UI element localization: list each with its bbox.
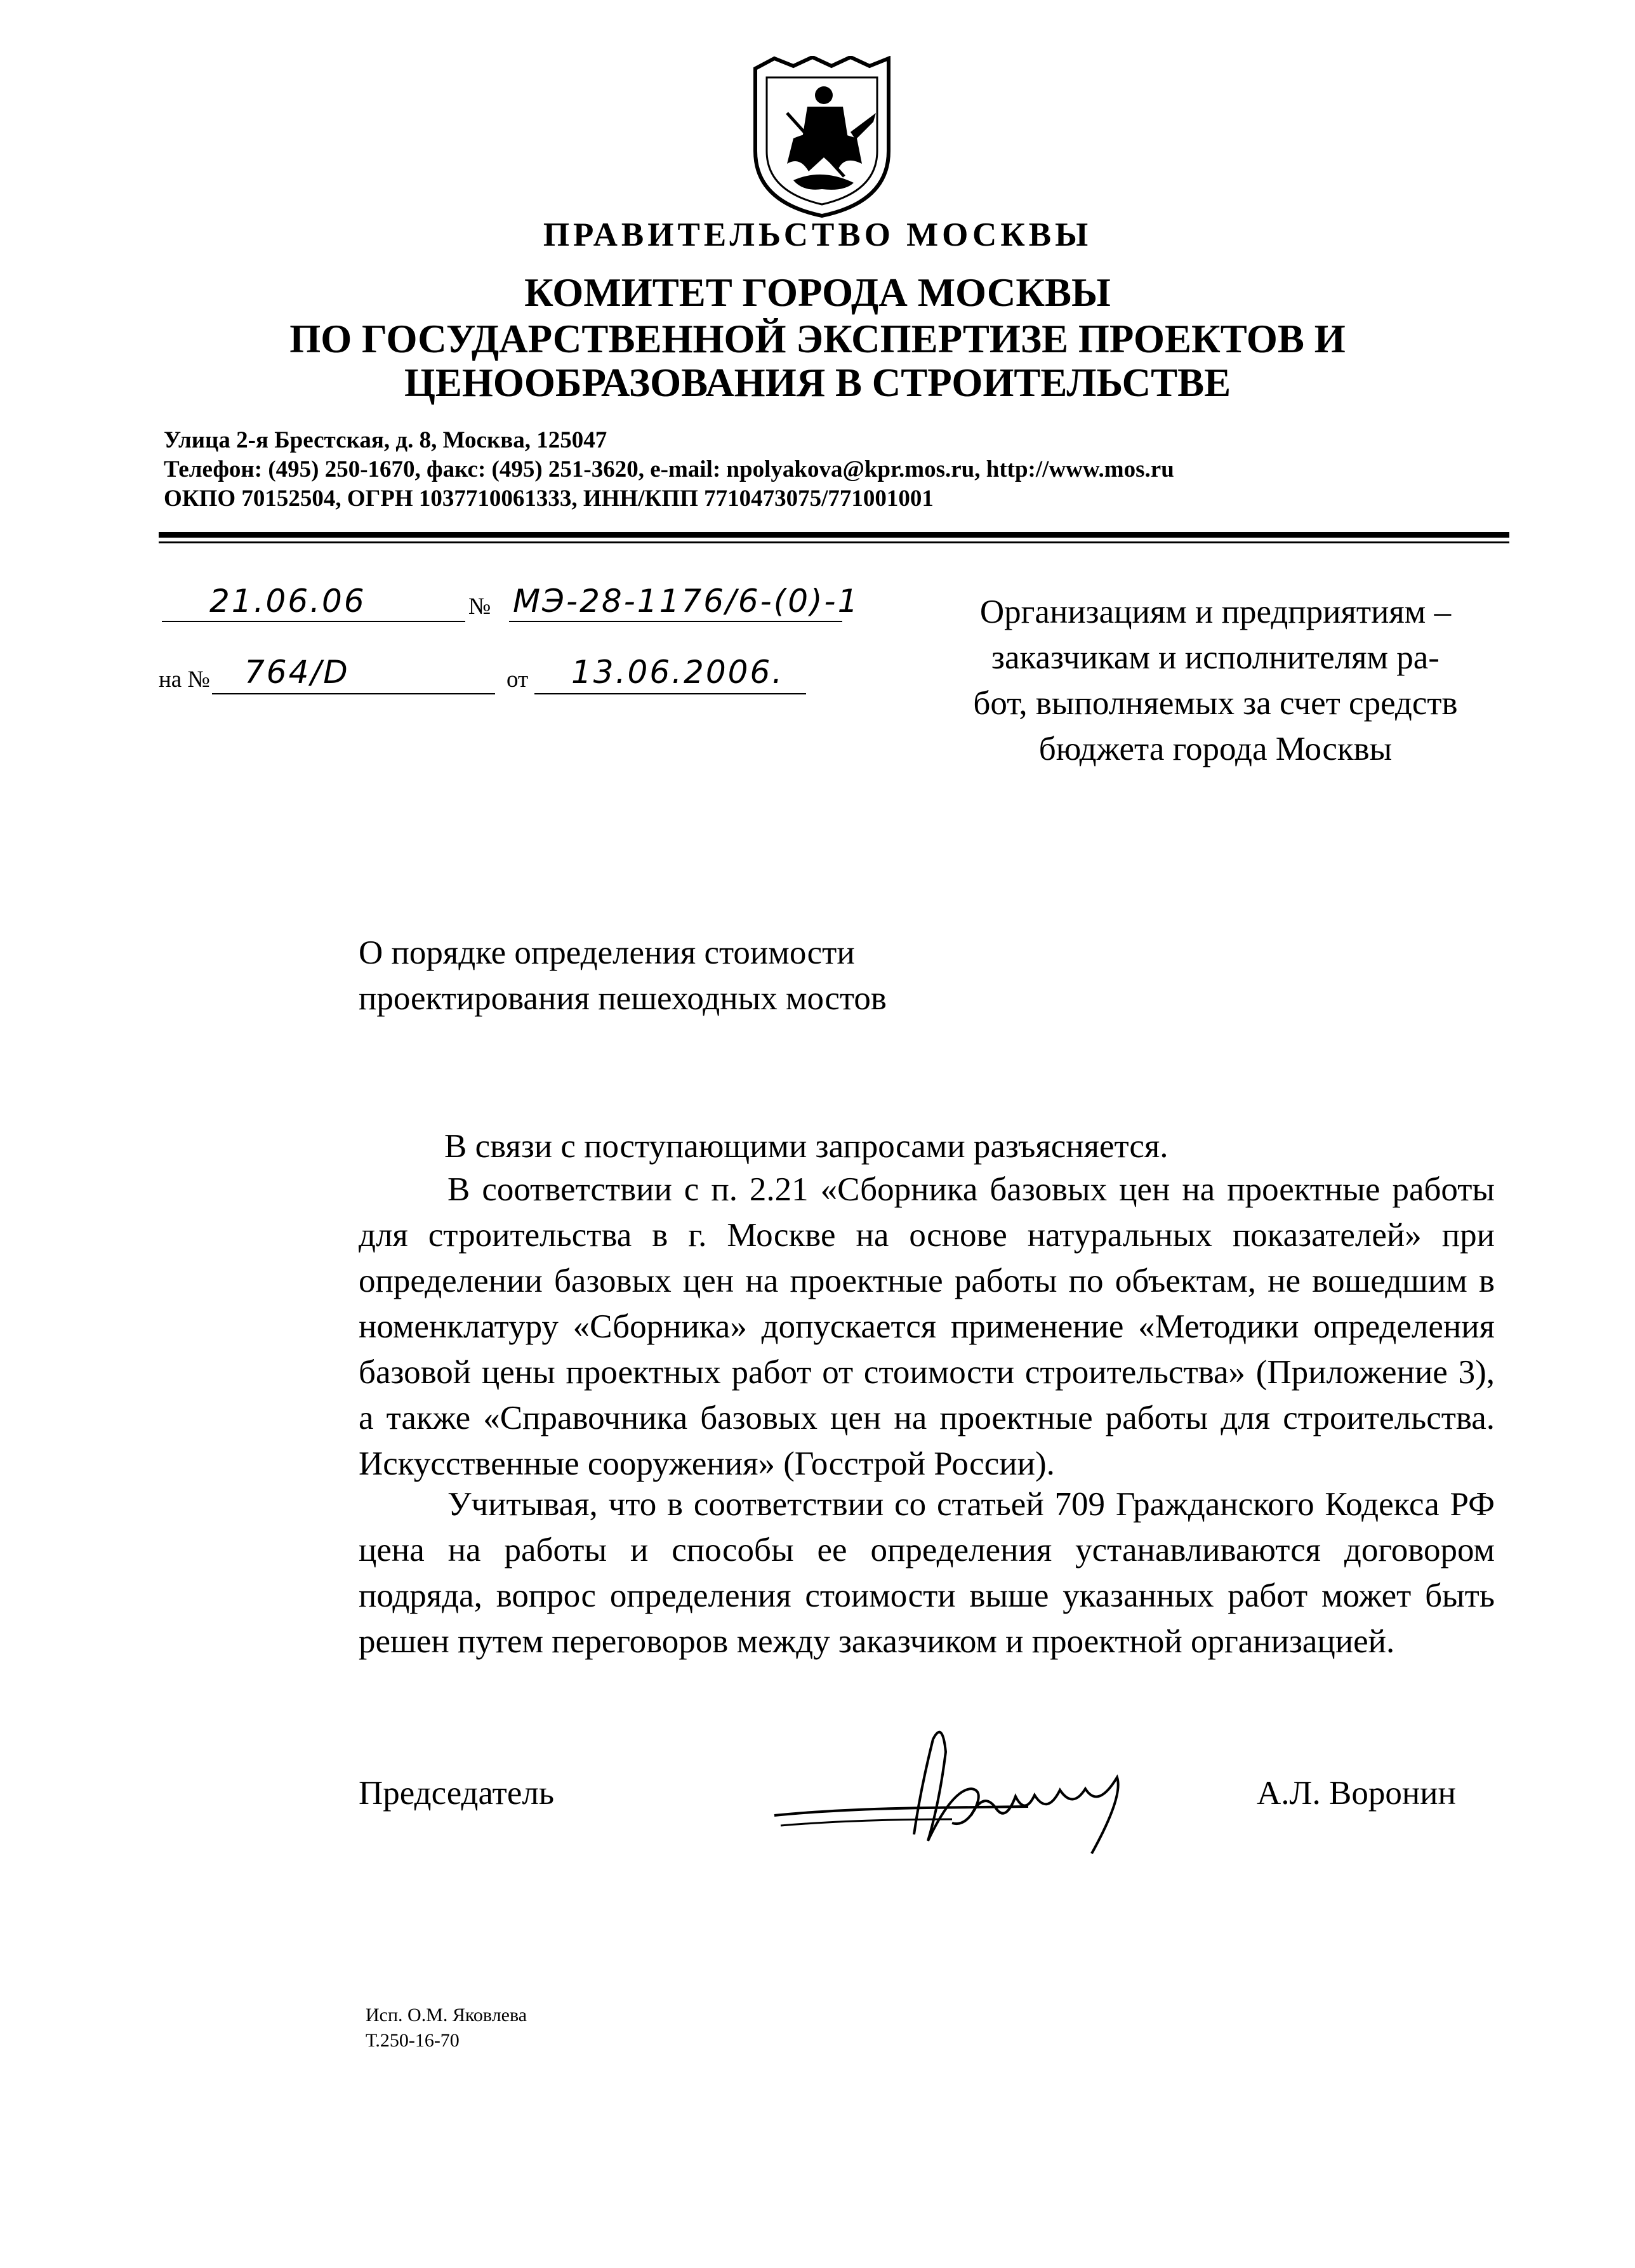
addressee-line: бюджета города Москвы <box>1038 731 1393 767</box>
addressee-line: заказчикам и исполнителям ра- <box>991 639 1440 676</box>
in-reply-date: 13.06.2006. <box>571 654 784 691</box>
executor-name: Исп. О.М. Яковлева <box>366 2005 527 2026</box>
addressee-line: бот, выполняемых за счет средств <box>973 685 1458 722</box>
addressee-block <box>920 589 1511 772</box>
addressee-line: Организациям и предприятиям – <box>979 594 1452 630</box>
moscow-coat-of-arms-icon <box>749 56 895 218</box>
body-paragraph-2: В соответствии с п. 2.21 «Сборника базовых цен на проектные работы для строительства в г. Москве на основе натуральных показателей» при определении базовых цен на проектные работы по объектам, не вошедшим в номенклатуру «Сборника» допускается применение «Методики определения базовой цены проектных работ от стоимости строительства» (Приложение 3), а также «Справочника базовых цен на проектные работы для строительства. Искусственные сооружения» (Госстрой России). <box>359 1171 1495 1482</box>
number-label: № <box>468 594 491 620</box>
government-title: ПРАВИТЕЛЬСТВО МОСКВЫ <box>543 216 1092 253</box>
signatory-name: А.Л. Воронин <box>1257 1775 1456 1812</box>
subject-line: О порядке определения стоимости <box>359 934 855 971</box>
header-divider-thin <box>159 541 1509 543</box>
body-paragraph-1: В связи с поступающими запросами разъясняется. <box>444 1128 1168 1165</box>
body-paragraph-3: Учитывая, что в соответствии со статьей 709 Гражданского Кодекса РФ цена на работы и способы ее определения устанавливаются договором подряда, вопрос определения стоимости выше указанных работ может быть решен путем переговоров между заказчиком и проектной организацией. <box>359 1486 1495 1660</box>
outgoing-date: 21.06.06 <box>209 583 366 620</box>
from-label: от <box>506 666 529 693</box>
address-line: Улица 2-я Брестская, д. 8, Москва, 125047 <box>164 427 607 453</box>
executor-phone: Т.250-16-70 <box>366 2030 460 2051</box>
outgoing-number: МЭ-28-1176/6-(0)-1 <box>513 583 860 620</box>
subject-line: проектирования пешеходных мостов <box>359 980 887 1017</box>
contact-line: Телефон: (495) 250-1670, факс: (495) 251-3620, e-mail: npolyakova@kpr.mos.ru, http://www.mos.ru <box>164 456 1174 482</box>
in-reply-number: 764/D <box>244 654 350 691</box>
signatory-title: Председатель <box>359 1775 554 1812</box>
in-reply-label: на № <box>159 666 210 693</box>
subject-block <box>359 930 1120 1021</box>
header-divider-thick <box>159 532 1509 538</box>
committee-title-line2: ПО ГОСУДАРСТВЕННОЙ ЭКСПЕРТИЗЕ ПРОЕКТОВ И <box>289 317 1346 361</box>
committee-title-line3: ЦЕНООБРАЗОВАНИЯ В СТРОИТЕЛЬСТВЕ <box>404 361 1231 405</box>
registration-codes-line: ОКПО 70152504, ОГРН 1037710061333, ИНН/КПП 7710473075/771001001 <box>164 486 934 512</box>
handwritten-signature <box>762 1714 1168 1860</box>
committee-title-line1: КОМИТЕТ ГОРОДА МОСКВЫ <box>524 270 1111 315</box>
